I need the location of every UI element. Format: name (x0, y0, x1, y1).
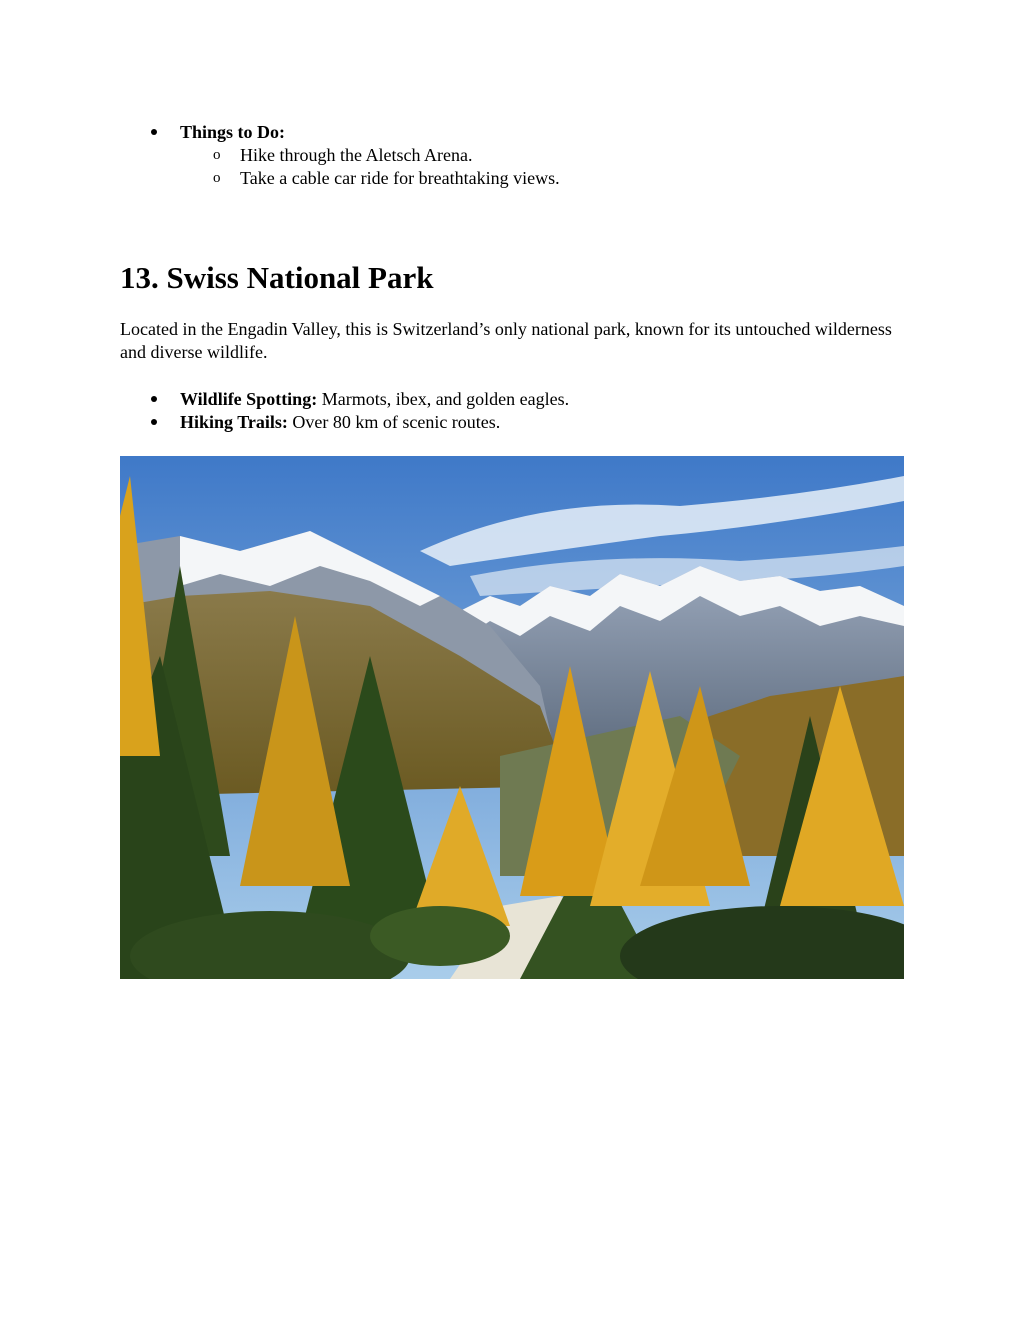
sub-bullet-marker: o (213, 170, 221, 186)
hiking-bullet (180, 411, 500, 434)
section-heading: 13. Swiss National Park (120, 260, 434, 295)
landscape-illustration (120, 456, 904, 979)
wildlife-text: Marmots, ibex, and golden eagles. (317, 389, 570, 409)
hiking-text: Over 80 km of scenic routes. (287, 412, 501, 432)
wildlife-label: Wildlife Spotting: (180, 389, 318, 409)
things-to-do-item: Hike through the Aletsch Arena. (240, 145, 473, 165)
things-to-do-label: Things to Do: (180, 122, 286, 142)
sub-bullet-marker: o (213, 147, 221, 163)
section-description: Located in the Engadin Valley, this is Switzerland’s only national park, known for its untouched wilderness and diverse wildlife. (120, 319, 892, 362)
shrub (370, 906, 510, 966)
bullet-dot (151, 396, 157, 402)
things-to-do-item: Take a cable car ride for breathtaking views. (240, 168, 560, 188)
national-park-photo (120, 456, 904, 979)
wildlife-bullet (180, 388, 569, 411)
bullet-dot (151, 419, 157, 425)
bullet-dot (151, 129, 157, 135)
hiking-label: Hiking Trails: (180, 412, 288, 432)
